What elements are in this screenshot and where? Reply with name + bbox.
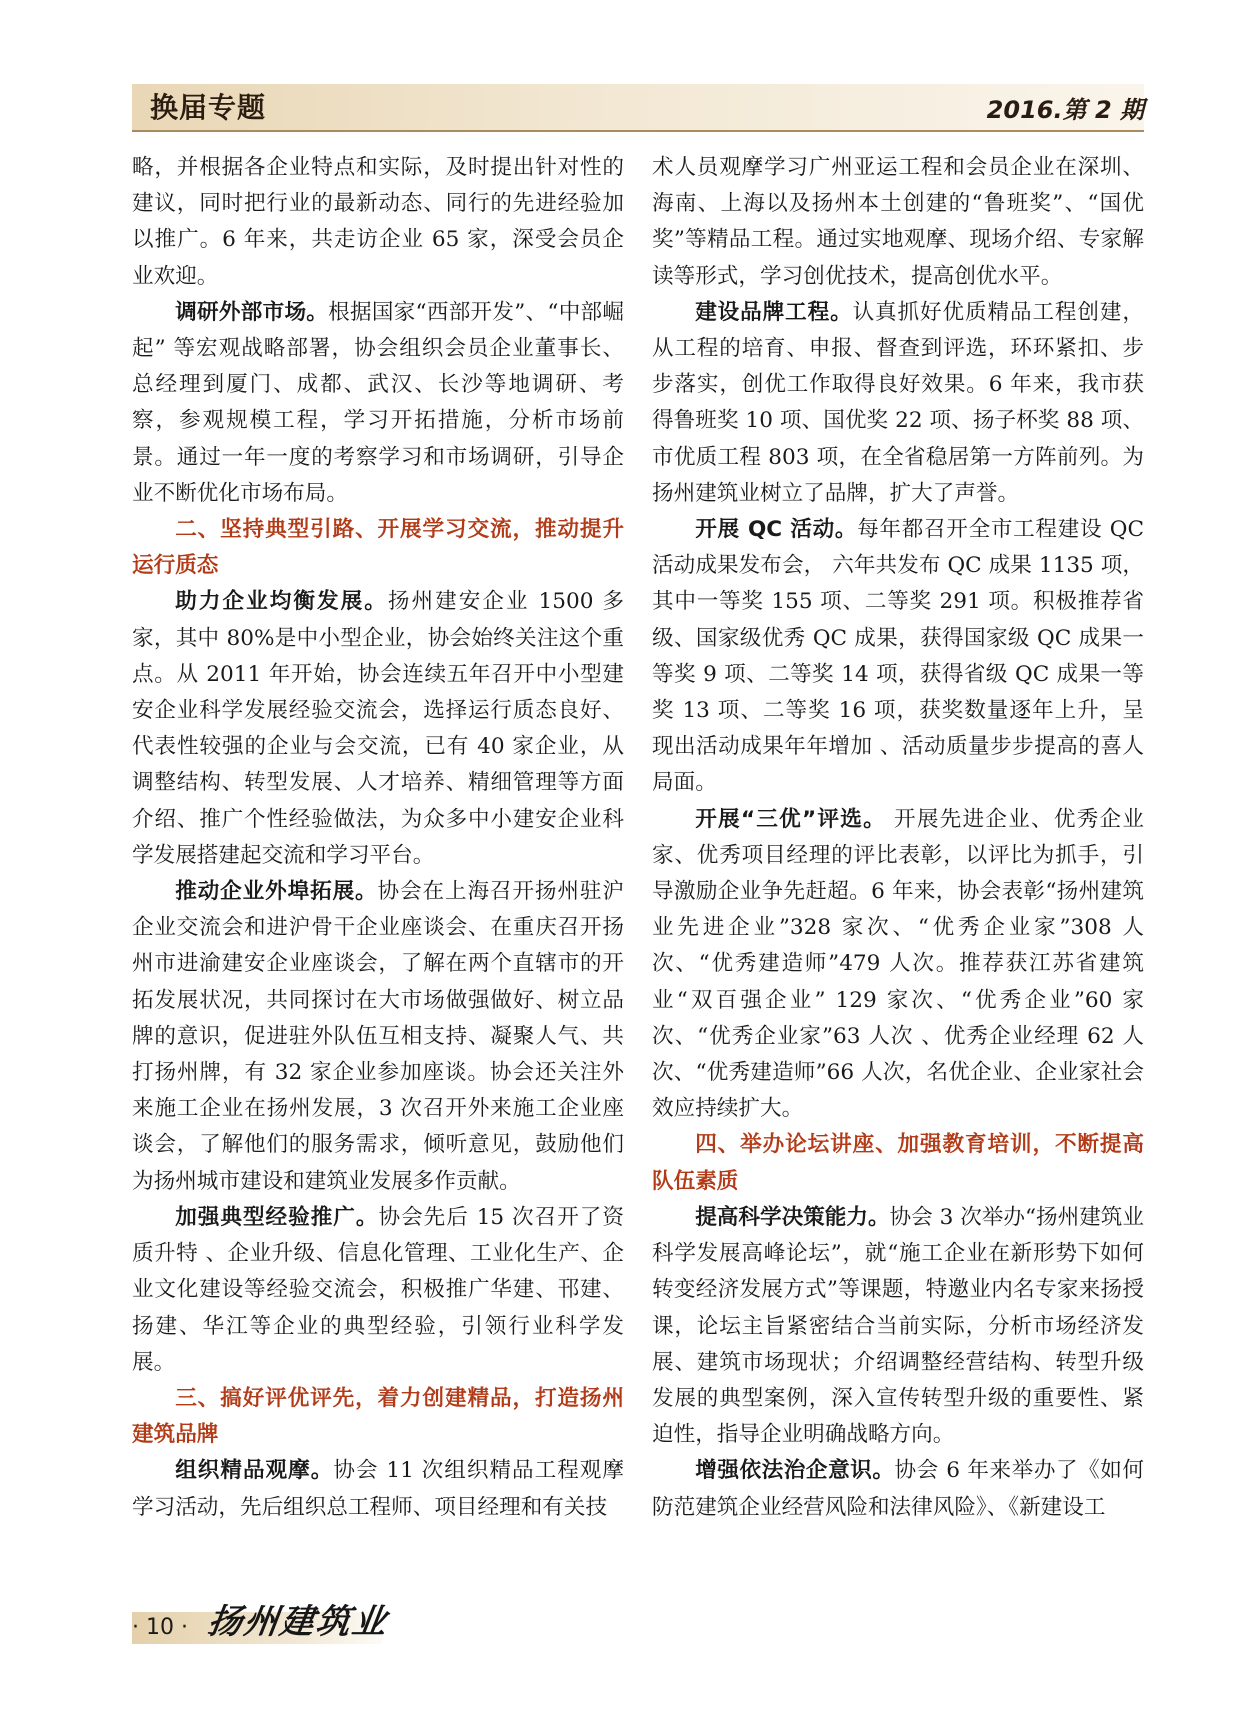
header-rule: [132, 130, 1144, 132]
paragraph: [132, 1453, 624, 1525]
paragraph-lead: 开展 QC 活动。: [695, 517, 858, 543]
paragraph-body: 协会 11 次组织精品工程观摩学习活动，先后组织总工程师、项目经理和有关技: [132, 1458, 624, 1520]
paragraph-lead: 推动企业外埠拓展。: [175, 879, 378, 905]
paragraph-lead: 加强典型经验推广。: [175, 1204, 379, 1230]
paragraph-body: 根据国家“西部开发”、“中部崛起” 等宏观战略部署，协会组织会员企业董事长、总经理到厦门、成都、武汉、长沙等地调研、考察，参观规模工程，学习开拓措施，分析市场前景。通过一年一度的考察学习和市场调研，引导企业不断优化市场布局。: [132, 299, 624, 506]
paragraph-body: 协会先后 15 次召开了资质升特 、企业升级、信息化管理、工业化生产、企业文化建设等经验交流会，积极推广华建、邗建、扬建、华江等企业的典型经验，引领行业科学发展。: [132, 1204, 624, 1375]
paragraph: [652, 150, 1144, 295]
paragraph-body: 协会 6 年来举办了《如何防范建筑企业经营风险和法律风险》、《新建设工: [652, 1458, 1144, 1520]
paragraph-lead: 开展“三优”评选。: [695, 806, 886, 832]
paragraph-lead: 建设品牌工程。: [695, 299, 853, 325]
section-title: 换届专题: [150, 91, 267, 124]
paragraph: [652, 1200, 1144, 1453]
paragraph-lead: 助力企业均衡发展。: [175, 589, 388, 615]
paragraph-body: 扬州建安企业 1500 多家，其中 80%是中小型企业，协会始终关注这个重点。从 2011 年开始，协会连续五年召开中小型建安企业科学发展经验交流会，选择运行质态良好、代表性较强的企业与会交流，已有 40 家企业，从调整结构、转型发展、人才培养、精细管理等方面介绍、推广个性经验做法，为众多中小建安企业科学发展搭建起交流和学习平台。: [132, 589, 624, 868]
paragraph: [652, 295, 1144, 512]
right-column: [652, 150, 1144, 1580]
paragraph: [132, 584, 624, 874]
paragraph: [132, 150, 624, 295]
left-column: [132, 150, 624, 1580]
paragraph: [652, 1453, 1144, 1525]
paragraph-body: 协会在上海召开扬州驻沪企业交流会和进沪骨干企业座谈会、在重庆召开扬州市进渝建安企业座谈会，了解在两个直辖市的开拓发展状况，共同探讨在大市场做强做好、树立品牌的意识，促进驻外队伍互相支持、凝聚人气、共打扬州牌，有 32 家企业参加座谈。协会还关注外来施工企业在扬州发展，3 次召开外来施工企业座谈会，了解他们的服务需求，倾听意见，鼓励他们为扬州城市建设和建筑业发展多作贡献。: [132, 879, 624, 1194]
paragraph: [132, 874, 624, 1200]
paragraph-lead: 调研外部市场。: [175, 299, 329, 325]
section-heading: 三、搞好评优评先，着力创建精品，打造扬州建筑品牌: [132, 1385, 624, 1448]
page-number: · 10 ·: [132, 1615, 188, 1640]
magazine-logo: 扬州建筑业: [205, 1602, 391, 1642]
paragraph-body: 每年都召开全市工程建设 QC 活动成果发布会， 六年共发布 QC 成果 1135 项，其中一等奖 155 项、二等奖 291 项。积极推荐省级、国家级优秀 QC 成果，获得国家级 QC 成果一等奖 9 项、二等奖 14 项，获得省级 QC 成果一等奖 13 项、二等奖 16 项，获奖数量逐年上升，呈现出活动成果年年增加 、活动质量步步提高的喜人局面。: [652, 517, 1144, 796]
paragraph-body: 认真抓好优质精品工程创建，从工程的培育、申报、督查到评选，环环紧扣、步步落实，创优工作取得良好效果。6 年来，我市获得鲁班奖 10 项、国优奖 22 项、扬子杯奖 88 项、市优质工程 803 项，在全省稳居第一方阵前列。为扬州建筑业树立了品牌，扩大了声誉。: [652, 299, 1144, 506]
paragraph-body: 协会 3 次举办“扬州建筑业科学发展高峰论坛”，就“施工企业在新形势下如何转变经济发展方式”等课题，特邀业内名专家来扬授课，论坛主旨紧密结合当前实际，分析市场经济发展、建筑市场现状；介绍调整经营结构、转型升级发展的典型案例，深入宣传转型升级的重要性、紧迫性，指导企业明确战略方向。: [652, 1204, 1144, 1448]
paragraph-lead: 组织精品观摩。: [175, 1458, 334, 1484]
paragraph-lead: 增强依法治企意识。: [695, 1458, 895, 1484]
paragraph: [132, 1200, 624, 1381]
issue-number: 2016.第 2 期: [986, 96, 1144, 124]
paragraph: [132, 295, 624, 512]
section-heading: 二、坚持典型引路、开展学习交流，推动提升运行质态: [132, 517, 624, 579]
paragraph-body: 开展先进企业、优秀企业家、优秀项目经理的评比表彰，以评比为抓手，引导激励企业争先赶超。6 年来，协会表彰“扬州建筑业先进企业”328 家次、“优秀企业家”308 人次、“优秀建造师”479 人次。推荐获江苏省建筑业“双百强企业” 129 家次、“优秀企业”60 家次、“优秀企业家”63 人次 、优秀企业经理 62 人次、“优秀建造师”66 人次，名优企业、企业家社会效应持续扩大。: [652, 806, 1144, 1122]
paragraph: [652, 512, 1144, 802]
paragraph-body: 术人员观摩学习广州亚运工程和会员企业在深圳、海南、上海以及扬州本土创建的“鲁班奖”、“国优奖”等精品工程。通过实地观摩、现场介绍、专家解读等形式，学习创优技术，提高创优水平。: [652, 155, 1144, 289]
section-heading: 四、举办论坛讲座、加强教育培训，不断提高队伍素质: [652, 1132, 1144, 1194]
paragraph-lead: 提高科学决策能力。: [695, 1204, 890, 1230]
paragraph: [652, 802, 1144, 1128]
paragraph-body: 略，并根据各企业特点和实际，及时提出针对性的建议，同时把行业的最新动态、同行的先进经验加以推广。6 年来，共走访企业 65 家，深受会员企业欢迎。: [132, 155, 624, 289]
